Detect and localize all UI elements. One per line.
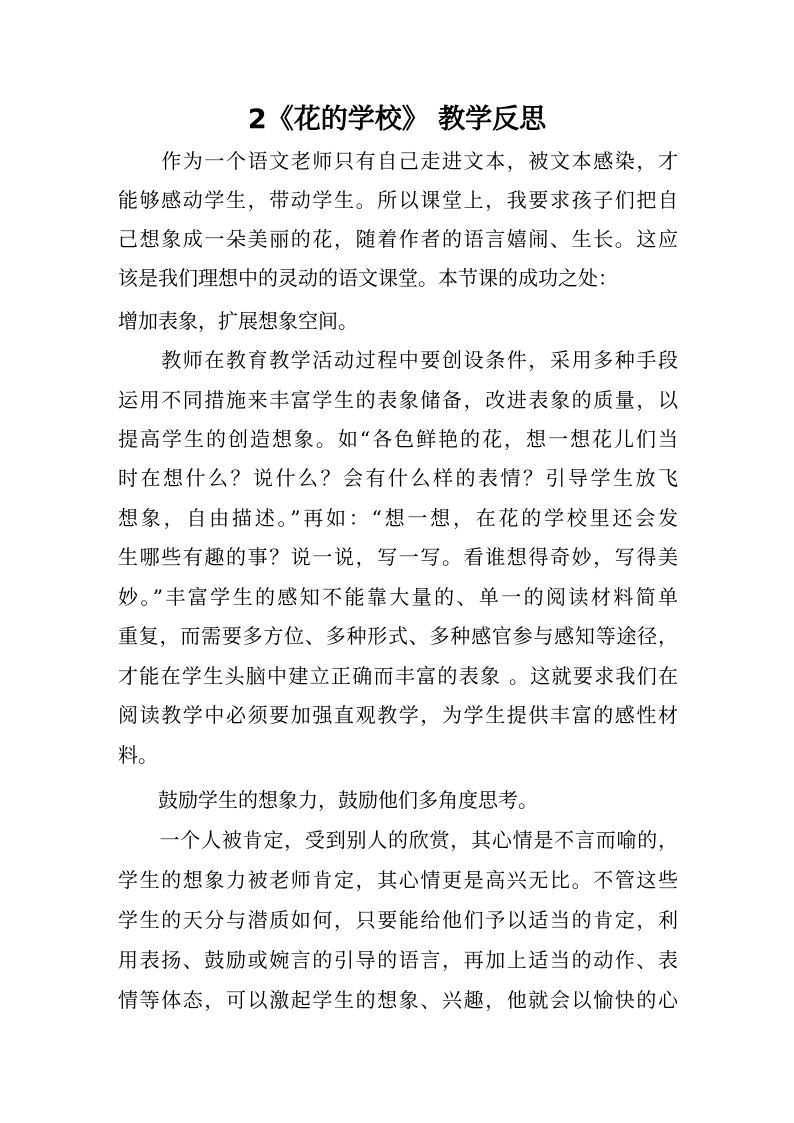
paragraph-line: 运用不同措施来丰富学生的表象储备，改进表象的质量，以 bbox=[118, 388, 678, 412]
paragraph-line: 生哪些有趣的事？说一说，写一写。看谁想得奇妙，写得美 bbox=[118, 545, 678, 569]
paragraph-line: 阅读教学中必须要加强直观教学，为学生提供丰富的感性材 bbox=[118, 703, 678, 727]
paragraph-line: 重复，而需要多方位、多种形式、多种感官参与感知等途径， bbox=[118, 624, 678, 648]
document-title: 2《花的学校》 教学反思 bbox=[247, 104, 547, 135]
paragraph-line: 学生的天分与潜质如何，只要能给他们予以适当的肯定，利 bbox=[118, 908, 678, 932]
paragraph-line: 情等体态，可以激起学生的想象、兴趣，他就会以愉快的心 bbox=[118, 988, 678, 1012]
paragraph-line: 能够感动学生，带动学生。所以课堂上，我要求孩子们把自 bbox=[118, 188, 678, 212]
paragraph-line: 妙。”丰富学生的感知不能靠大量的、单一的阅读材料简单 bbox=[118, 585, 678, 609]
paragraph-line: 作为一个语文老师只有自己走进文本，被文本感染，才 bbox=[118, 149, 678, 173]
paragraph-line: 一个人被肯定，受到别人的欣赏，其心情是不言而喻的， bbox=[118, 828, 678, 852]
paragraph-line: 己想象成一朵美丽的花，随着作者的语言嬉闹、生长。这应 bbox=[118, 227, 678, 251]
paragraph-line: 想象，自由描述。”再如：“想一想，在花的学校里还会发 bbox=[118, 506, 678, 530]
paragraph-line: 用表扬、鼓励或婉言的引导的语言，再加上适当的动作、表 bbox=[118, 948, 678, 972]
paragraph-line: 鼓励学生的想象力，鼓励他们多角度思考。 bbox=[118, 788, 538, 812]
paragraph-line: 学生的想象力被老师肯定，其心情更是高兴无比。不管这些 bbox=[118, 868, 678, 892]
paragraph-line: 增加表象，扩展想象空间。 bbox=[118, 309, 358, 333]
paragraph-line: 教师在教育教学活动过程中要创设条件，采用多种手段 bbox=[118, 348, 678, 372]
paragraph-line: 才能在学生头脑中建立正确而丰富的表象 。这就要求我们在 bbox=[118, 664, 678, 688]
paragraph-line: 料。 bbox=[118, 743, 158, 767]
paragraph-line: 时在想什么？说什么？会有什么样的表情？引导学生放飞 bbox=[118, 466, 678, 490]
paragraph-line: 提高学生的创造想象。如“各色鲜艳的花，想一想花儿们当 bbox=[118, 427, 678, 451]
paragraph-line: 该是我们理想中的灵动的语文课堂。本节课的成功之处： bbox=[118, 266, 618, 290]
